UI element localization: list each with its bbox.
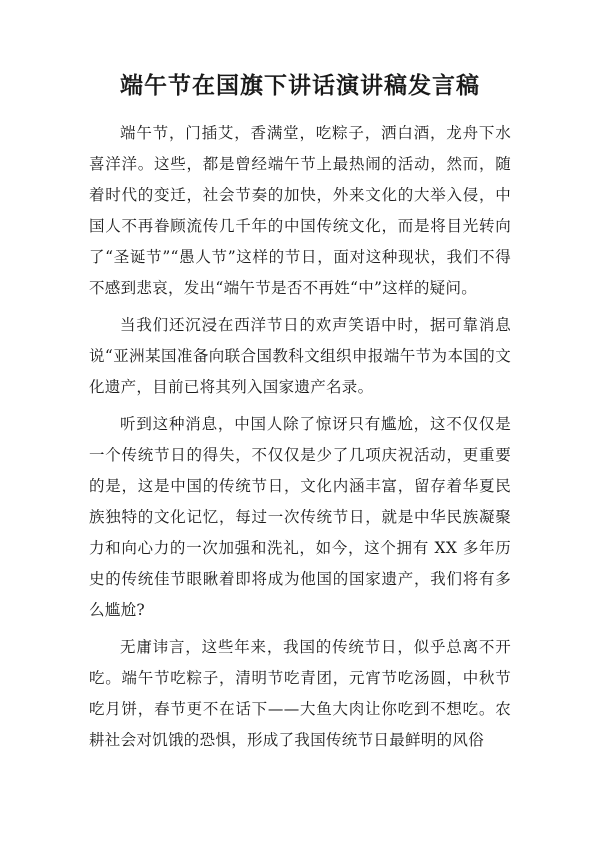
paragraph: 端午节，门插艾，香满堂，吃粽子，洒白酒，龙舟下水喜洋洋。这些，都是曾经端午节上最热闹的活动，然而，随着时代的变迁，社会节奏的加快，外来文化的大举入侵，中国人不再眷顾流传几千年的中国传统文化，而是将目光转向了“圣诞节”“愚人节”这样的节日，面对这种现状，我们不得不感到悲哀，发出“端午节是否不再姓“中”这样的疑问。 bbox=[89, 124, 511, 297]
document-body bbox=[89, 118, 511, 762]
paragraph: 无庸讳言，这些年来，我国的传统节日，似乎总离不开吃。端午节吃粽子，清明节吃青团，元宵节吃汤圆，中秋节吃月饼，春节更不在话下——大鱼大肉让你吃到不想吃。农耕社会对饥饿的恐惧，形成了我国传统节日最鲜明的风俗 bbox=[89, 638, 511, 749]
paragraph: 当我们还沉浸在西洋节日的欢声笑语中时，据可靠消息说“亚洲某国准备向联合国教科文组织申报端午节为本国的文化遗产，目前已将其列入国家遗产名录。 bbox=[89, 316, 511, 396]
paragraph: 听到这种消息，中国人除了惊讶只有尴尬，这不仅仅是一个传统节日的得失，不仅仅是少了几项庆祝活动，更重要的是，这是中国的传统节日，文化内涵丰富，留存着华夏民族独特的文化记忆，每过一次传统节日，就是中华民族凝聚力和向心力的一次加强和洗礼，如今，这个拥有 XX 多年历史的传统佳节眼瞅着即将成为他国的国家遗产，我们将有多么尴尬? bbox=[89, 415, 511, 619]
document-title: 端午节在国旗下讲话演讲稿发言稿 bbox=[120, 72, 480, 99]
